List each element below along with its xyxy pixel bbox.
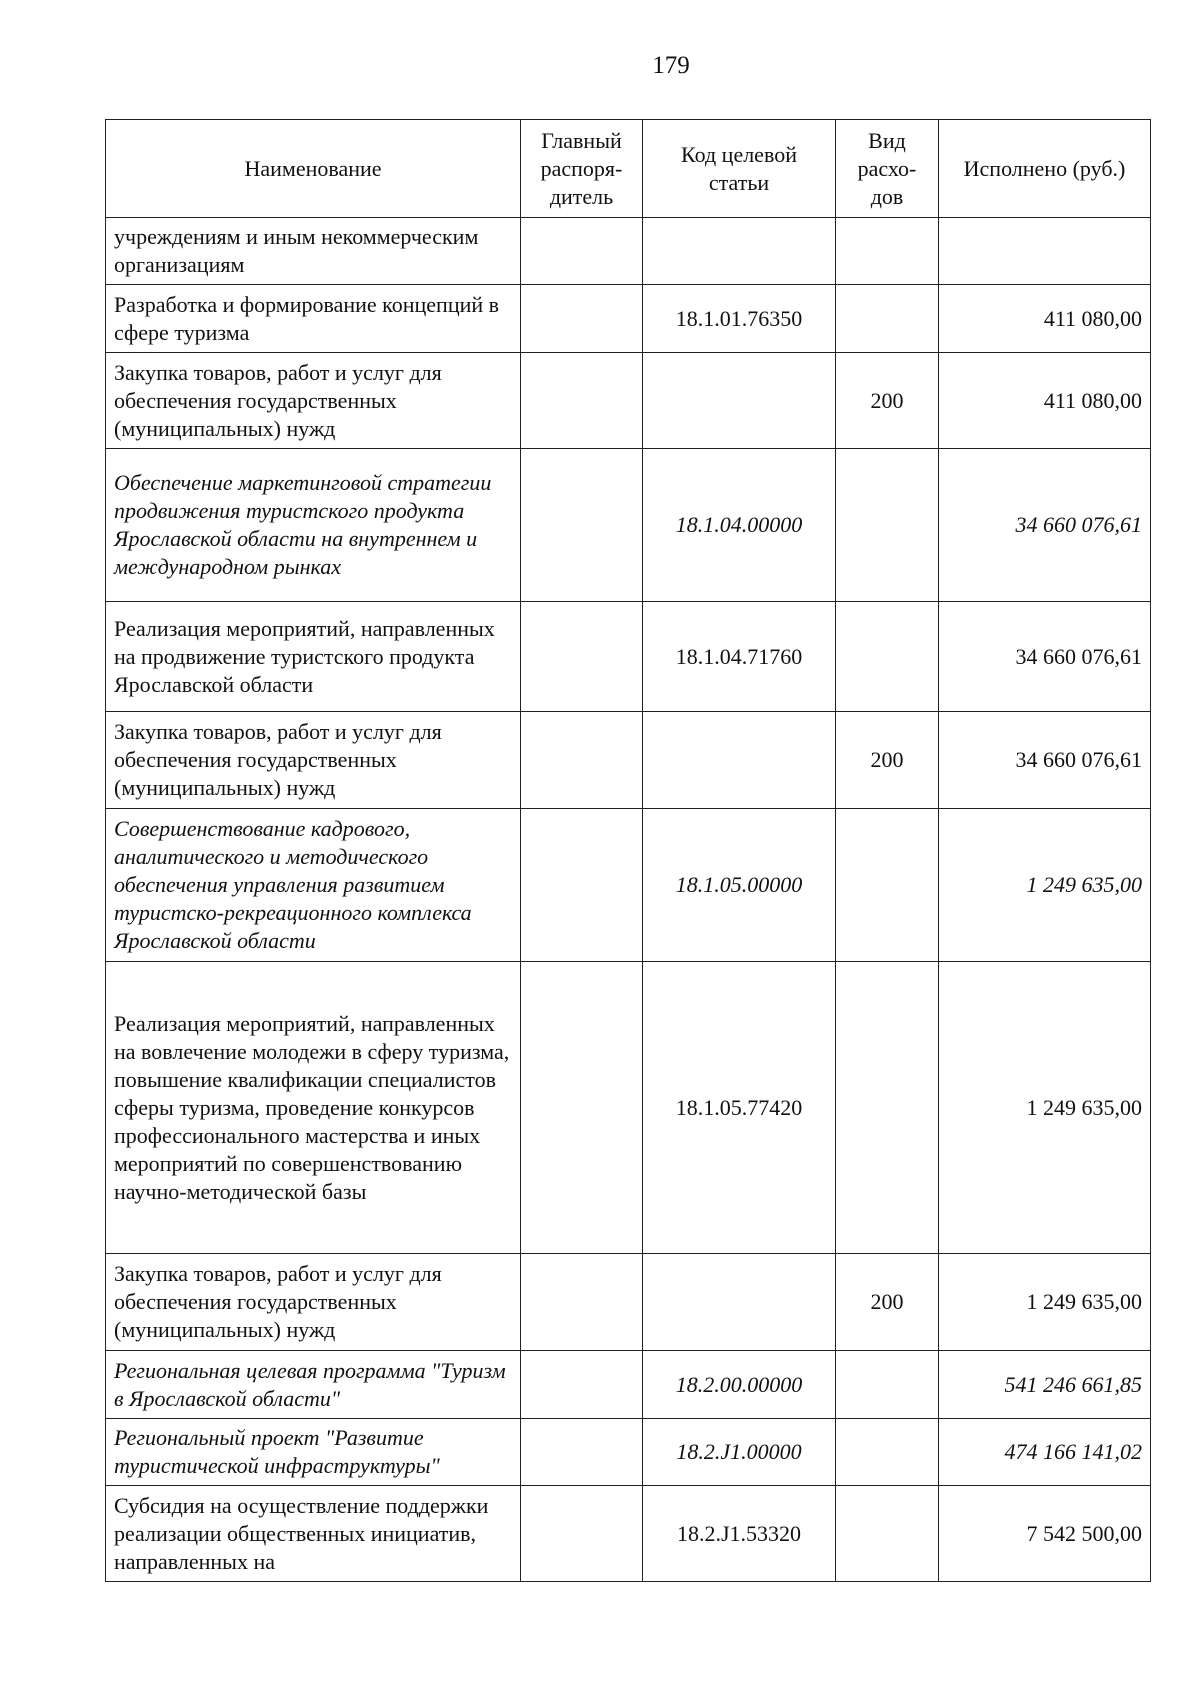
table-row [106,1419,1151,1486]
row-code: 18.2.J1.00000 [643,1419,836,1486]
table-row [106,218,1151,285]
row-name: учреждениям и иным некоммерческим организациям [106,218,521,285]
table-row [106,1254,1151,1351]
row-admin [521,809,643,962]
row-name: Обеспечение маркетинговой стратегии продвижения туристского продукта Ярославской области на внутреннем и международном рынках [106,449,521,602]
row-code [643,218,836,285]
row-admin [521,285,643,353]
row-expense-type [836,1351,939,1419]
row-expense-type: 200 [836,712,939,809]
row-admin [521,1351,643,1419]
row-name: Закупка товаров, работ и услуг для обеспечения государственных (муниципальных) нужд [106,712,521,809]
table-row [106,353,1151,449]
row-code [643,712,836,809]
row-code: 18.1.05.00000 [643,809,836,962]
row-amount: 34 660 076,61 [939,449,1151,602]
row-admin [521,712,643,809]
row-code [643,353,836,449]
row-amount: 411 080,00 [939,285,1151,353]
budget-table [105,119,1151,1582]
row-admin [521,449,643,602]
row-amount: 411 080,00 [939,353,1151,449]
row-expense-type [836,285,939,353]
row-admin [521,353,643,449]
table-row [106,285,1151,353]
row-code [643,1254,836,1351]
row-expense-type [836,602,939,712]
table-row [106,1486,1151,1582]
row-code: 18.2.00.00000 [643,1351,836,1419]
row-expense-type: 200 [836,1254,939,1351]
row-amount: 541 246 661,85 [939,1351,1151,1419]
table-row [106,602,1151,712]
row-amount: 34 660 076,61 [939,712,1151,809]
table-body [106,218,1151,1582]
row-code: 18.1.04.71760 [643,602,836,712]
row-code: 18.1.04.00000 [643,449,836,602]
row-admin [521,1254,643,1351]
row-expense-type [836,449,939,602]
row-expense-type [836,809,939,962]
table-row [106,449,1151,602]
table-header-row [106,120,1151,218]
row-expense-type: 200 [836,353,939,449]
header-admin: Главный распоря-дитель [521,120,643,218]
row-amount: 1 249 635,00 [939,1254,1151,1351]
table-row [106,712,1151,809]
header-amount: Исполнено (руб.) [939,120,1151,218]
header-type: Вид расхо-дов [836,120,939,218]
row-amount: 1 249 635,00 [939,962,1151,1254]
row-name: Субсидия на осуществление поддержки реализации общественных инициатив, направленных на [106,1486,521,1582]
row-name: Совершенствование кадрового, аналитического и методического обеспечения управления развитием туристско-рекреационного комплекса Ярославской области [106,809,521,962]
row-code: 18.1.01.76350 [643,285,836,353]
row-admin [521,1486,643,1582]
row-code: 18.1.05.77420 [643,962,836,1254]
row-name: Региональный проект "Развитие туристической инфраструктуры" [106,1419,521,1486]
row-code: 18.2.J1.53320 [643,1486,836,1582]
row-expense-type [836,218,939,285]
row-name: Региональная целевая программа "Туризм в Ярославской области" [106,1351,521,1419]
row-amount [939,218,1151,285]
row-admin [521,218,643,285]
table-row [106,809,1151,962]
row-expense-type [836,1419,939,1486]
row-expense-type [836,962,939,1254]
row-amount: 34 660 076,61 [939,602,1151,712]
table-row [106,1351,1151,1419]
row-amount: 1 249 635,00 [939,809,1151,962]
row-name: Реализация мероприятий, направленных на продвижение туристского продукта Ярославской области [106,602,521,712]
row-expense-type [836,1486,939,1582]
table-row [106,962,1151,1254]
row-amount: 7 542 500,00 [939,1486,1151,1582]
row-admin [521,602,643,712]
row-amount: 474 166 141,02 [939,1419,1151,1486]
row-name: Разработка и формирование концепций в сфере туризма [106,285,521,353]
row-name: Закупка товаров, работ и услуг для обеспечения государственных (муниципальных) нужд [106,353,521,449]
row-admin [521,1419,643,1486]
row-admin [521,962,643,1254]
header-name: Наименование [106,120,521,218]
row-name: Закупка товаров, работ и услуг для обеспечения государственных (муниципальных) нужд [106,1254,521,1351]
header-code: Код целевой статьи [643,120,836,218]
page-number: 179 [652,52,690,79]
row-name: Реализация мероприятий, направленных на вовлечение молодежи в сферу туризма, повышение квалификации специалистов сферы туризма, проведение конкурсов профессионального мастерства и иных мероприятий по совершенствованию научно-методической базы [106,962,521,1254]
